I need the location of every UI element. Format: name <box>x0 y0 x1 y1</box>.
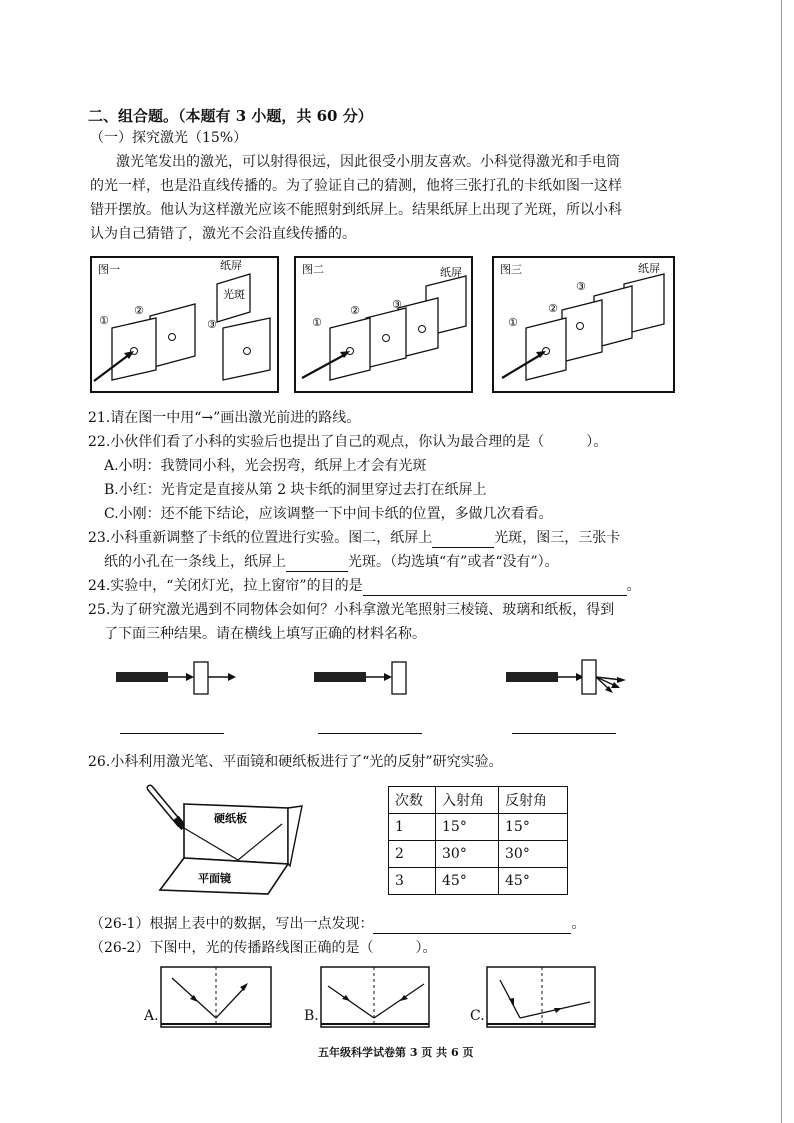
table-header-cell: 反射角 <box>499 787 568 814</box>
table-cell: 30° <box>499 841 568 868</box>
fig3-num-1: ① <box>508 316 518 329</box>
figure-1-title: 图一 <box>98 263 120 276</box>
q26-apparatus-diagram <box>142 780 308 900</box>
q23-text-b: 光斑，图三，三张卡 <box>494 530 621 546</box>
question-22-option-b: B.小红：光肯定是直接从第 2 块卡纸的洞里穿过去打在纸屏上 <box>104 482 487 498</box>
fig3-num-2: ② <box>548 302 558 315</box>
fig3-card-2 <box>562 300 602 362</box>
figure-1-screen-label: 纸屏 <box>220 259 242 272</box>
fig1-card-2 <box>150 304 195 368</box>
fig2-num-1: ① <box>312 316 322 329</box>
table-header-cell: 入射角 <box>436 787 499 814</box>
question-24 <box>88 576 641 596</box>
q24-blank[interactable] <box>363 579 627 596</box>
question-22-option-c: C.小刚：还不能下结论，应该调整一下中间卡纸的位置，多做几次看看。 <box>104 506 553 522</box>
question-26-2: （26-2）下图中，光的传播路线图正确的是（ ）。 <box>90 940 437 956</box>
section-heading: 二、组合题。（本题有 3 小题，共 60 分） <box>88 107 373 125</box>
fig1-card-3 <box>223 318 270 380</box>
q23-text-d: 光斑。（均选填“有”或者“没有”）。 <box>348 554 559 570</box>
q26-1-blank[interactable] <box>373 917 571 934</box>
option-b-diagram <box>320 966 430 1028</box>
figure-2-title: 图二 <box>302 263 324 276</box>
option-c-label[interactable]: C. <box>470 1008 485 1024</box>
figure-1-spot-label: 光斑 <box>223 288 245 301</box>
option-b-label[interactable]: B. <box>304 1008 319 1024</box>
q23-text-c: 纸的小孔在一条线上，纸屏上 <box>104 554 286 570</box>
table-cell: 15° <box>436 814 499 841</box>
q23-blank-1[interactable] <box>432 531 494 548</box>
q26-1-end: 。 <box>571 916 586 932</box>
option-a-label[interactable]: A. <box>144 1008 159 1024</box>
q26-1-text: （26-1）根据上表中的数据，写出一点发现： <box>90 916 374 932</box>
question-23-line-2 <box>104 552 559 572</box>
table-cell: 3 <box>389 868 436 895</box>
option-c-diagram <box>486 966 596 1028</box>
intro-line-1: 激光笔发出的激光，可以射得很远，因此很受小朋友喜欢。小科觉得激光和手电筒 <box>116 154 620 170</box>
table-row <box>389 814 568 841</box>
question-21: 21.请在图一中用“→”画出激光前进的路线。 <box>88 410 361 426</box>
fig2-num-2: ② <box>350 304 360 317</box>
q25-answer-blank-2[interactable] <box>318 733 422 734</box>
fig2-card-2 <box>366 308 406 368</box>
figure-1 <box>90 256 280 394</box>
table-cell: 15° <box>499 814 568 841</box>
q23-text-a: 23.小科重新调整了卡纸的位置进行实验。图二，纸屏上 <box>88 530 433 546</box>
table-cell: 45° <box>436 868 499 895</box>
table-cell: 30° <box>436 841 499 868</box>
fig1-card-1 <box>112 318 156 380</box>
question-25-line-2: 了下面三种结果。请在横线上填写正确的材料名称。 <box>104 626 426 642</box>
intro-line-2: 的光一样，也是沿直线传播的。为了验证自己的猜测，他将三张打孔的卡纸如图一这样 <box>90 178 622 194</box>
table-header-cell: 次数 <box>389 787 436 814</box>
figure-3-title: 图三 <box>500 263 522 276</box>
q26-data-table <box>388 786 568 895</box>
figure-2-screen-label: 纸屏 <box>440 266 462 279</box>
figure-3 <box>492 256 676 394</box>
q24-text: 24.实验中，“关闭灯光，拉上窗帘”的目的是 <box>88 578 363 594</box>
fig1-num-1: ① <box>99 314 109 327</box>
q25-answer-blank-3[interactable] <box>512 733 616 734</box>
intro-line-4: 认为自己猜错了，激光不会沿直线传播的。 <box>90 226 356 242</box>
intro-line-3: 错开摆放。他认为这样激光应该不能照射到纸屏上。结果纸屏上出现了光斑，所以小科 <box>90 202 622 218</box>
question-22-option-a: A.小明：我赞同小科，光会拐弯，纸屏上才会有光斑 <box>104 458 427 474</box>
fig2-card-1 <box>330 318 370 380</box>
fig3-num-3: ③ <box>576 280 586 293</box>
table-cell: 1 <box>389 814 436 841</box>
part-heading: （一）探究激光（15%） <box>90 130 248 146</box>
q24-end: 。 <box>626 578 641 594</box>
page-footer: 五年级科学试卷第 3 页 共 6 页 <box>318 1046 474 1059</box>
question-26-stem: 26.小科利用激光笔、平面镜和硬纸板进行了“光的反射”研究实验。 <box>88 754 503 770</box>
table-row <box>389 868 568 895</box>
fig2-num-3: ③ <box>392 298 402 311</box>
question-22-stem: 22.小伙伴们看了小科的实验后也提出了自己的观点，你认为最合理的是（ ）。 <box>88 434 608 450</box>
q25-answer-blank-1[interactable] <box>120 733 224 734</box>
table-cell: 45° <box>499 868 568 895</box>
q26-board-label: 硬纸板 <box>214 812 247 825</box>
q25-diagram-3 <box>504 656 634 700</box>
figure-3-screen-label: 纸屏 <box>638 262 660 275</box>
q23-blank-2[interactable] <box>286 555 348 572</box>
figure-2 <box>294 256 474 394</box>
page-edge-line <box>781 0 782 1123</box>
fig1-num-2: ② <box>134 304 144 317</box>
q25-diagram-1 <box>114 658 244 698</box>
table-header-row <box>389 787 568 814</box>
q26-mirror-label: 平面镜 <box>198 872 231 885</box>
q25-diagram-2 <box>312 658 412 698</box>
question-25-line-1: 25.为了研究激光遇到不同物体会如何？小科拿激光笔照射三棱镜、玻璃和纸板，得到 <box>88 602 615 618</box>
fig3-card-1 <box>526 318 566 380</box>
table-row <box>389 841 568 868</box>
question-26-1 <box>90 914 585 934</box>
fig1-num-3: ③ <box>207 318 217 331</box>
option-a-diagram <box>160 966 272 1028</box>
question-23-line-1 <box>88 528 620 548</box>
table-cell: 2 <box>389 841 436 868</box>
